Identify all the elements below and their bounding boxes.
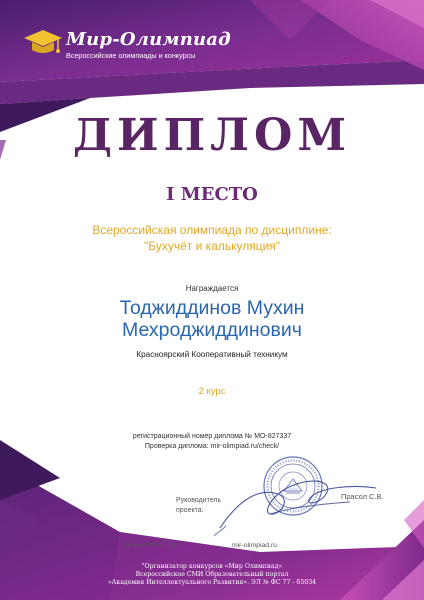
olympiad-line-1: Всероссийская олимпиада по дисциплине: bbox=[92, 223, 332, 237]
head-of-project-name: Прасол С.В. bbox=[341, 492, 384, 501]
organization: Красноярский Кооперативный техникум bbox=[136, 350, 288, 359]
site-url: mir-olimpiad.ru bbox=[232, 542, 277, 549]
footer-line-1: "Организатор конкурсов «Мир Олимпиад» bbox=[141, 563, 283, 570]
olympiad-line-2: "Бухучёт и калькуляция" bbox=[143, 239, 281, 253]
registration-number: регистрационный номер диплома № МО-827337 bbox=[132, 433, 292, 440]
place-label: I МЕСТО bbox=[166, 184, 258, 205]
mir-olimpiad-logo bbox=[22, 26, 242, 66]
footer-line-2: Всероссийское СМИ Образовательный портал bbox=[135, 571, 289, 579]
footer-line-3: «Академия Интеллектуального Развития». ЭЛ № ФС 77 - 65034 bbox=[107, 579, 317, 587]
logo-subtitle: Всероссийские олимпиады и конкурсы bbox=[66, 51, 196, 60]
recipient-name-line-2: Мехроджиддинович bbox=[122, 319, 302, 341]
diploma-title: ДИПЛОМ bbox=[72, 110, 352, 161]
logo-title: Мир-Олимпиад bbox=[66, 29, 231, 50]
verification-link: Проверка диплома: mir-olimpiad.ru/check/ bbox=[144, 443, 280, 450]
footer-organizer-info bbox=[0, 563, 424, 588]
recipient-name-line-1: Тоджиддинов Мухин bbox=[119, 297, 305, 319]
graduation-cap-icon bbox=[22, 26, 64, 60]
awarded-label: Награждается bbox=[185, 284, 239, 293]
course: 2 курс bbox=[198, 386, 226, 397]
head-of-project-label bbox=[176, 496, 221, 516]
head-label-line-1: Руководитель bbox=[176, 497, 222, 504]
head-label-line-2: проекта: bbox=[176, 507, 204, 514]
olympiad-description bbox=[20, 222, 404, 254]
issue-date: 30 мая 2023 года bbox=[124, 542, 179, 549]
